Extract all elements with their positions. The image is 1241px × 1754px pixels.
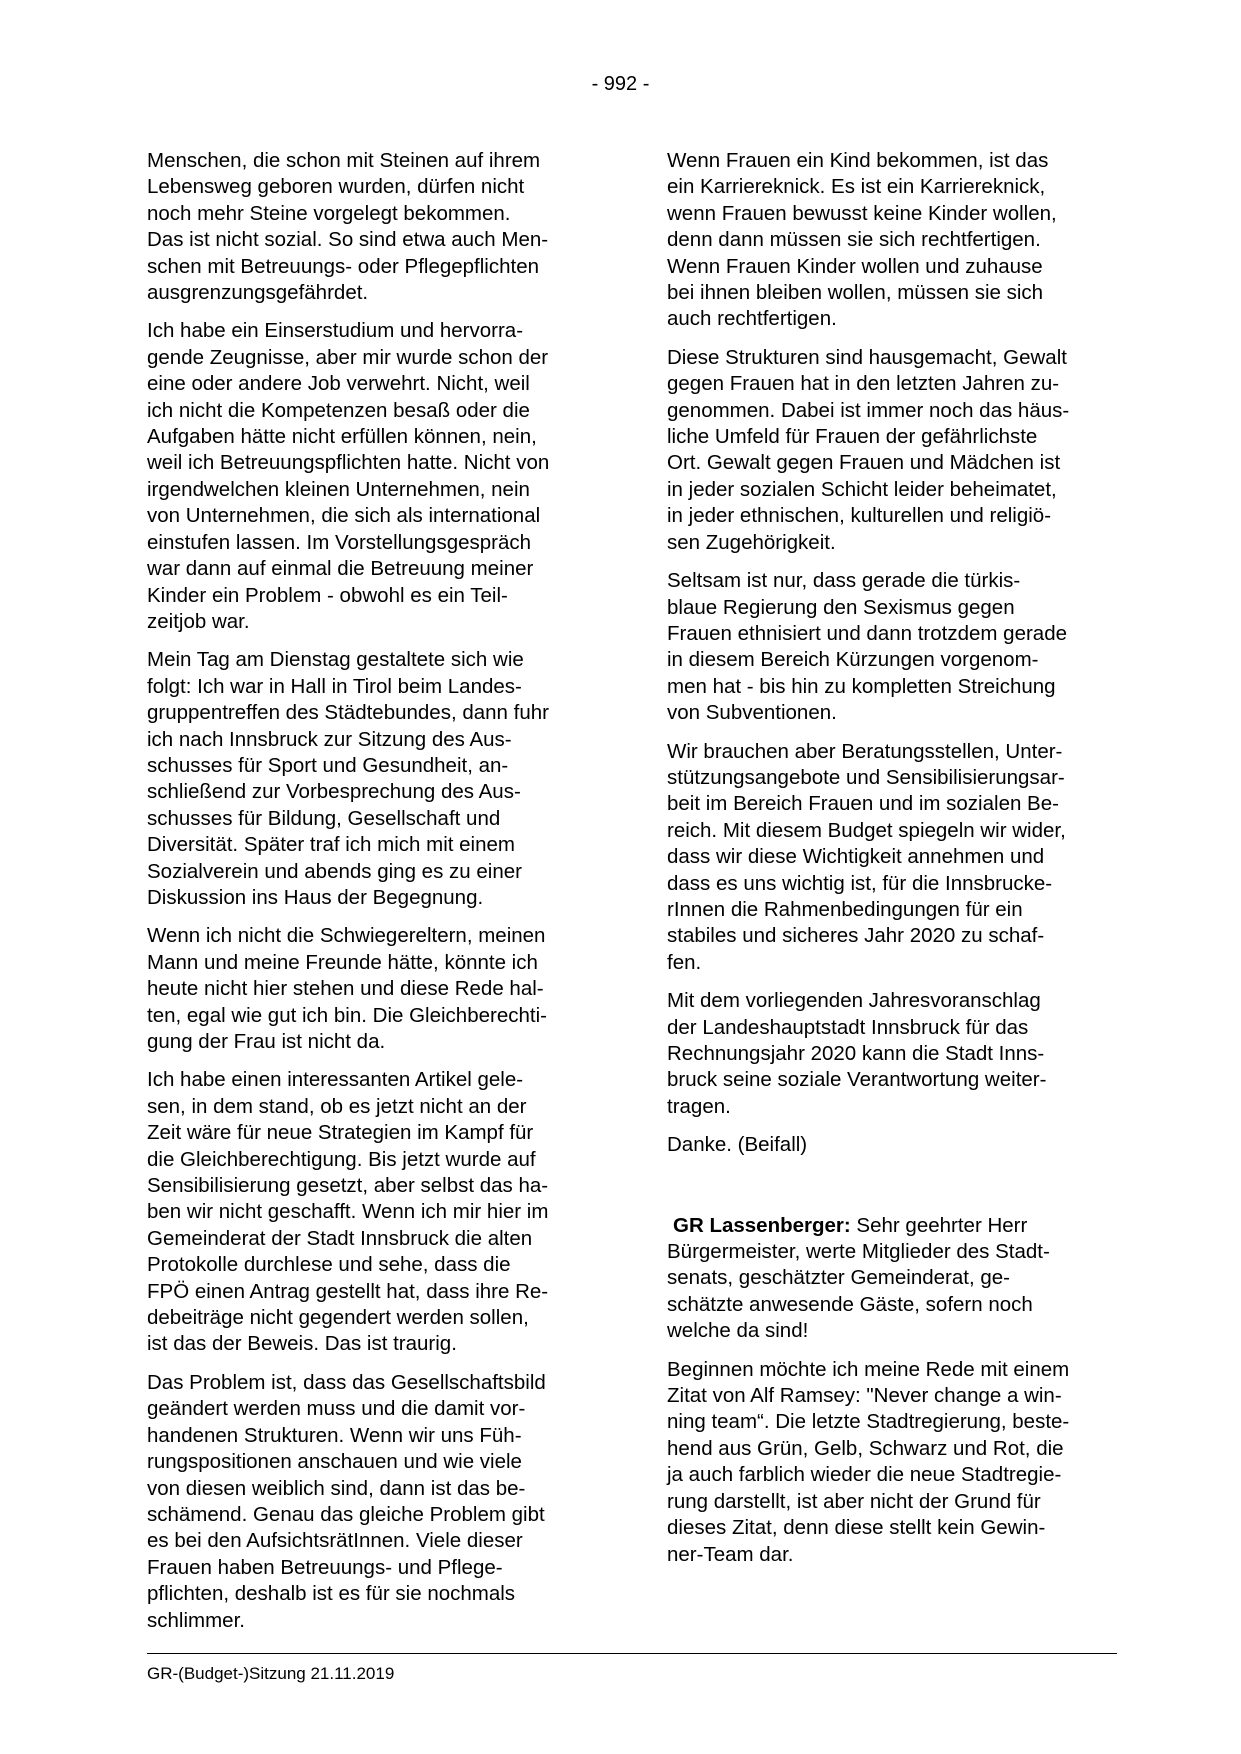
- paragraph: Ich habe ein Einserstudium und hervorra- gende Zeugnisse, aber mir wurde schon der eine oder andere Job verwehrt. Nicht, weil ich nicht die Kompetenzen besaß oder die Aufgaben hätte nicht erfüllen können, nein, weil ich Betreuungspflichten hatte. Nicht von irgendwelchen kleinen Unternehmen, nein von Unternehmen, die sich als international einstufen lassen. Im Vorstellungsgespräch war dann auf einmal die Betreuung meiner Kinder ein Problem - obwohl es ein Teil- zeitjob war.: [147, 319, 550, 633]
- page-number: - 992 -: [591, 73, 650, 95]
- paragraph: Seltsam ist nur, dass gerade die türkis- blaue Regierung den Sexismus gegen Frauen ethnisiert und dann trotzdem gerade in diesem Bereich Kürzungen vorgenom- men hat - bis hin zu kompletten Streichung von Subventionen.: [667, 569, 1068, 725]
- speaker-name: GR Lassenberger:: [673, 1213, 851, 1237]
- paragraph: Danke. (Beifall): [667, 1133, 808, 1157]
- paragraph: Mit dem vorliegenden Jahresvoranschlag der Landeshauptstadt Innsbruck für das Rechnungsjahr 2020 kann die Stadt Inns- bruck seine soziale Verantwortung weiter- tragen.: [667, 989, 1047, 1118]
- paragraph: Ich habe einen interessanten Artikel gele- sen, in dem stand, ob es jetzt nicht an der Zeit wäre für neue Strategien im Kampf für die Gleichberechtigung. Bis jetzt wurde auf Sensibilisierung gesetzt, aber selbst das ha- ben wir nicht geschafft. Wenn ich mir hier im Gemeinderat der Stadt Innsbruck die alten Protokolle durchlese und sehe, dass die FPÖ einen Antrag gestellt hat, dass ihre Re- debeiträge nicht gegendert werden sollen, ist das der Beweis. Das ist traurig.: [147, 1068, 549, 1356]
- paragraph: Das Problem ist, dass das Gesellschaftsbild geändert werden muss und die damit vor- handenen Strukturen. Wenn wir uns Füh- rungspositionen anschauen und wie viele von diesen weiblich sind, dann ist das be- schämend. Genau das gleiche Problem gibt es bei den AufsichtsrätInnen. Viele dieser Frauen haben Betreuungs- und Pflege- pflichten, deshalb ist es für sie nochmals schlimmer.: [147, 1370, 546, 1632]
- speaker-paragraph: [667, 1213, 1117, 1345]
- footer-text: GR-(Budget-)Sitzung 21.11.2019: [147, 1664, 395, 1683]
- paragraph: Beginnen möchte ich meine Rede mit einem Zitat von Alf Ramsey: "Never change a win- ning team“. Die letzte Stadtregierung, beste- hend aus Grün, Gelb, Schwarz und Rot, die ja auch farblich wieder die neue Stadtregie- rung darstellt, ist aber nicht der Grund für dieses Zitat, denn diese stellt kein Gewin- ner-Team dar.: [667, 1357, 1070, 1566]
- paragraph: Wir brauchen aber Beratungsstellen, Unter- stützungsangebote und Sensibilisierungsar- beit im Bereich Frauen und im sozialen Be- reich. Mit diesem Budget spiegeln wir wider, dass wir diese Wichtigkeit annehmen und dass es uns wichtig ist, für die Innsbrucke- rInnen die Rahmenbedingungen für ein stabiles und sicheres Jahr 2020 zu schaf- fen.: [667, 739, 1066, 974]
- paragraph: Mein Tag am Dienstag gestaltete sich wie folgt: Ich war in Hall in Tirol beim Landes- gruppentreffen des Städtebundes, dann fuhr ich nach Innsbruck zur Sitzung des Aus- schusses für Sport und Gesundheit, an- schließend zur Vorbesprechung des Aus- schusses für Bildung, Gesellschaft und Diversität. Später traf ich mich mit einem Sozialverein und abends ging es zu einer Diskussion ins Haus der Begegnung.: [147, 648, 549, 909]
- right-column: [667, 148, 1117, 1580]
- paragraph: Diese Strukturen sind hausgemacht, Gewalt gegen Frauen hat in den letzten Jahren zu- genommen. Dabei ist immer noch das häus- liche Umfeld für Frauen der gefährlichste Ort. Gewalt gegen Frauen und Mädchen ist in jeder sozialen Schicht leider beheimatet, in jeder ethnischen, kulturellen und religiö- sen Zugehörigkeit.: [667, 345, 1070, 554]
- paragraph: Wenn Frauen ein Kind bekommen, ist das ein Karriereknick. Es ist ein Karriereknick, wenn Frauen bewusst keine Kinder wollen, denn dann müssen sie sich rechtfertigen. Wenn Frauen Kinder wollen und zuhause bei ihnen bleiben wollen, müssen sie sich auch rechtfertigen.: [667, 149, 1057, 331]
- footer-divider: [147, 1653, 1117, 1654]
- paragraph: Wenn ich nicht die Schwiegereltern, meinen Mann und meine Freunde hätte, könnte ich heute nicht hier stehen und diese Rede hal- ten, egal wie gut ich bin. Die Gleichberechti- gung der Frau ist nicht da.: [147, 924, 547, 1053]
- left-column: [147, 148, 597, 1646]
- speaker-text: Sehr geehrter Herr Bürgermeister, werte Mitglieder des Stadt- senats, geschätzter Gemeinderat, ge- schätzte anwesende Gäste, sofern noch welche da sind!: [667, 1213, 1050, 1343]
- paragraph: Menschen, die schon mit Steinen auf ihrem Lebensweg geboren wurden, dürfen nicht noch mehr Steine vorgelegt bekommen. Das ist nicht sozial. So sind etwa auch Men- schen mit Betreuungs- oder Pflegepflichten ausgrenzungsgefährdet.: [147, 149, 549, 305]
